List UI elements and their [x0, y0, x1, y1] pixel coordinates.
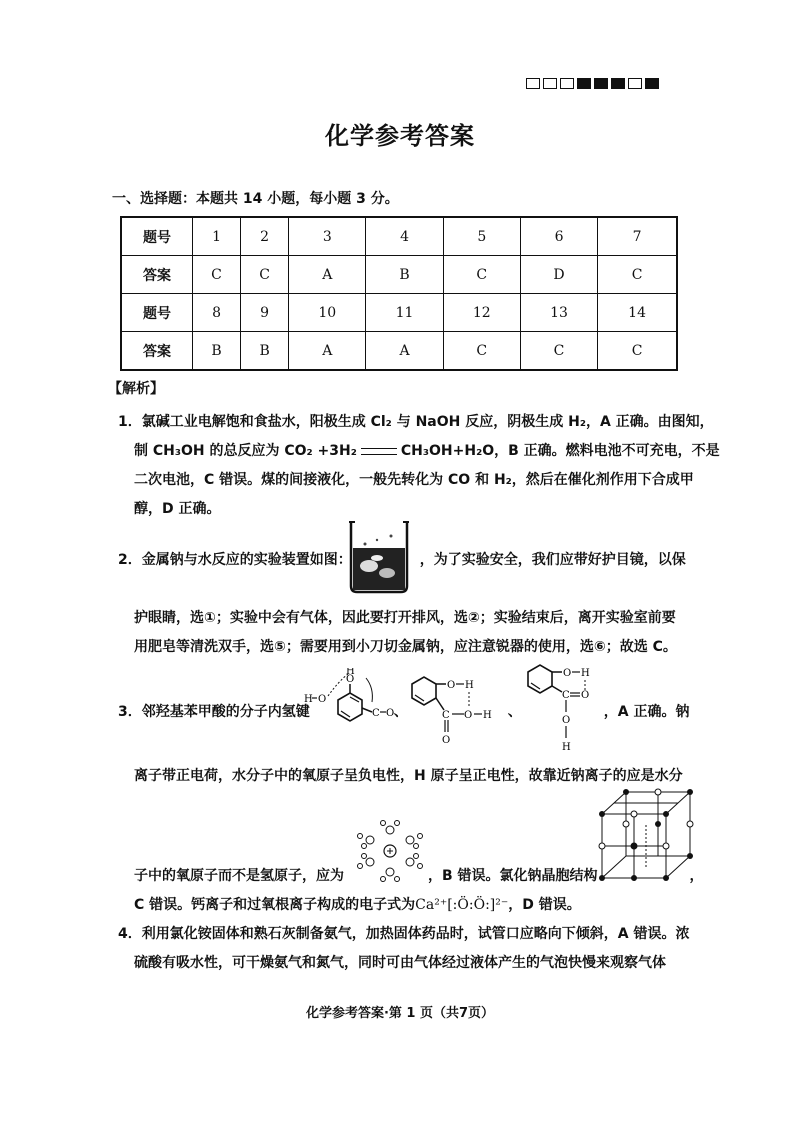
text: 1．氯碱工业电解饱和食盐水，阳极生成 Cl₂ 与 NaOH 反应，阴极生成 H₂，A 正确。由图知， [118, 414, 714, 430]
text: 3．邻羟基苯甲酸的分子内氢键 [118, 704, 310, 720]
electron-formula: Ca²⁺[:Ö:Ö:]²⁻ [415, 897, 509, 913]
atom-label: O [447, 680, 456, 691]
header-mark [611, 78, 625, 89]
table-cell: 7 [598, 217, 677, 256]
table-cell: 6 [520, 217, 597, 256]
atom-label: H [465, 680, 474, 691]
row-label: 答案 [121, 332, 193, 371]
table-cell: B [366, 256, 443, 294]
table-cell: A [289, 256, 366, 294]
text: ，D 错误。 [508, 897, 581, 913]
atom-label: O [442, 735, 451, 746]
q3-line-3 [118, 862, 704, 891]
atom-label: O [386, 708, 394, 719]
table-cell: C [193, 256, 241, 294]
table-cell: D [520, 256, 597, 294]
equals-sign-icon [361, 448, 397, 455]
table-cell: 4 [366, 217, 443, 256]
row-label: 题号 [121, 217, 193, 256]
q3-line-2 [118, 762, 704, 791]
atom-label: C [562, 690, 570, 701]
text: 硫酸有吸水性，可干燥氨气和氮气，同时可由气体经过液体产生的气泡快慢来观察气体 [134, 955, 666, 971]
text: 子中的氧原子而不是氢原子，应为 [134, 868, 344, 884]
q3-line-4 [118, 891, 704, 920]
text: C 错误。钙离子和过氧根离子构成的电子式为 [134, 897, 416, 913]
page-title: 化学参考答案 [325, 122, 475, 150]
table-cell: 9 [241, 294, 289, 332]
text: ，B 错误。氯化钠晶胞结构 [428, 868, 598, 884]
row-label: 答案 [121, 256, 193, 294]
header-marks [526, 78, 659, 89]
text: CH₃OH+H₂O，B 正确。燃料电池不可充电，不是 [400, 443, 720, 459]
table-cell: 14 [598, 294, 677, 332]
atom-label: H [346, 668, 355, 677]
text: 二次电池，C 错误。煤的间接液化，一般先转化为 CO 和 H₂，然后在催化剂作用下合成甲 [134, 472, 694, 488]
atom-label: O [346, 674, 355, 685]
header-mark [560, 78, 574, 89]
atom-label: O [563, 668, 572, 679]
table-cell: 8 [193, 294, 241, 332]
header-mark [543, 78, 557, 89]
table-cell: C [598, 256, 677, 294]
text: 护眼睛，选①；实验中会有气体，因此要打开排风，选②；实验结束后，离开实验室前要 [134, 610, 676, 626]
text: 4．利用氯化铵固体和熟石灰制备氨气，加热固体药品时，试管口应略向下倾斜，A 错误。浓 [118, 926, 690, 942]
table-cell: 1 [193, 217, 241, 256]
q4-line-2 [118, 949, 704, 978]
molecule-1-figure [302, 668, 394, 744]
atom-label: O [318, 694, 327, 705]
atom-label: H [483, 710, 492, 721]
q4-line-1 [118, 920, 688, 949]
table-cell: B [241, 332, 289, 371]
text: ，为了实验安全，我们应带好护目镜，以保 [419, 552, 686, 568]
table-row [121, 217, 677, 256]
atom-label: O [562, 715, 571, 726]
table-cell: A [289, 332, 366, 371]
text: ，A 正确。钠 [603, 704, 690, 720]
header-mark [645, 78, 659, 89]
table-cell: 11 [366, 294, 443, 332]
table-row [121, 256, 677, 294]
text: 2．金属钠与水反应的实验装置如图： [118, 552, 352, 568]
molecule-3-figure [520, 660, 608, 756]
q1-line-2 [118, 437, 720, 466]
table-cell: 2 [241, 217, 289, 256]
table-cell: 3 [289, 217, 366, 256]
atom-label: C [372, 708, 380, 719]
q2-line-3 [118, 633, 704, 662]
atom-label: C [442, 710, 450, 721]
atom-label: H [304, 694, 313, 705]
table-cell: 12 [443, 294, 520, 332]
table-row [121, 294, 677, 332]
q2-line-2 [118, 604, 704, 633]
table-cell: C [520, 332, 597, 371]
atom-label: O [464, 710, 473, 721]
text: 离子带正电荷，水分子中的氧原子呈负电性，H 原子呈正电性，故靠近钠离子的应是水分 [134, 768, 683, 784]
text: 用肥皂等清洗双手，选⑤；需要用到小刀切金属钠，应注意锐器的使用，选⑥；故选 C。 [134, 639, 677, 655]
text: 醇，D 正确。 [134, 501, 221, 517]
table-cell: B [193, 332, 241, 371]
table-cell: A [366, 332, 443, 371]
row-label: 题号 [121, 294, 193, 332]
text: ， [689, 868, 704, 884]
text: 制 CH₃OH 的总反应为 CO₂ +3H₂ [134, 443, 357, 459]
answer-table [120, 216, 678, 371]
table-cell: C [241, 256, 289, 294]
page-footer: 化学参考答案·第 1 页（共7页） [305, 1006, 495, 1021]
header-mark [526, 78, 540, 89]
table-cell: C [598, 332, 677, 371]
separator: 、 [393, 704, 408, 720]
table-row [121, 332, 677, 371]
molecule-2-figure [404, 672, 504, 746]
beaker-figure [347, 518, 411, 594]
table-cell: C [443, 332, 520, 371]
q1-line-3 [118, 466, 704, 495]
header-mark [594, 78, 608, 89]
table-cell: 5 [443, 217, 520, 256]
table-cell: 10 [289, 294, 366, 332]
atom-label: O [581, 690, 590, 701]
section-heading: 一、选择题：本题共 14 小题，每小题 3 分。 [112, 191, 399, 207]
analysis-label: 【解析】 [108, 381, 164, 397]
table-cell: C [443, 256, 520, 294]
atom-label: H [562, 742, 571, 753]
header-mark [577, 78, 591, 89]
q1-line-1 [118, 408, 714, 437]
separator: 、 [507, 704, 522, 720]
atom-label: H [581, 668, 590, 679]
q1-line-4 [118, 495, 704, 524]
table-cell: 13 [520, 294, 597, 332]
header-mark [628, 78, 642, 89]
